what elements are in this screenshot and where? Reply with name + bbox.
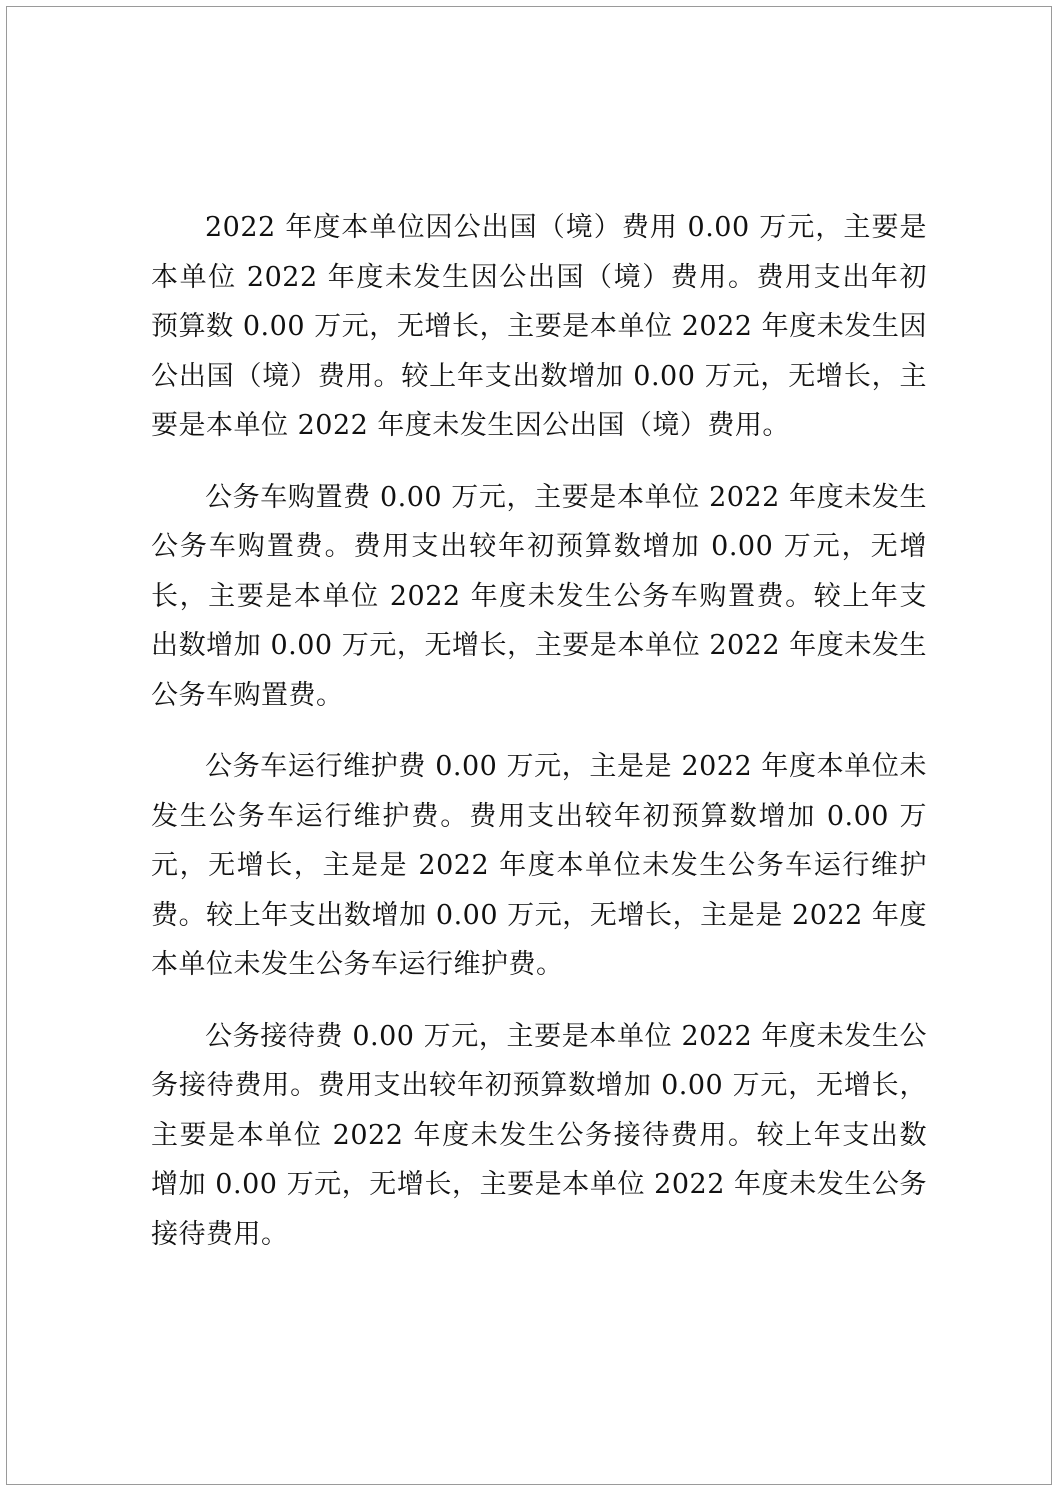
paragraph-reception: 公务接待费 0.00 万元，主要是本单位 2022 年度未发生公务接待费用。费用支出较年初预算数增加 0.00 万元，无增长，主要是本单位 2022 年度未发生公务接待费用。较上年支出数增加 0.00 万元，无增长，主要是本单位 2022 年度未发生公务接待费用。 xyxy=(151,1020,927,1250)
document-page xyxy=(6,6,1052,1485)
paragraph-overseas-travel: 2022 年度本单位因公出国（境）费用 0.00 万元，主要是本单位 2022 年度未发生因公出国（境）费用。费用支出年初预算数 0.00 万元，无增长，主要是本单位 2022 年度未发生因公出国（境）费用。较上年支出数增加 0.00 万元，无增长，主要是本单位 2022 年度未发生因公出国（境）费用。 xyxy=(151,212,927,441)
document-body xyxy=(151,203,927,1281)
paragraph-vehicle-purchase: 公务车购置费 0.00 万元，主要是本单位 2022 年度未发生公务车购置费。费用支出较年初预算数增加 0.00 万元，无增长，主要是本单位 2022 年度未发生公务车购置费。较上年支出数增加 0.00 万元，无增长，主要是本单位 2022 年度未发生公务车购置费。 xyxy=(151,481,927,711)
paragraph-vehicle-maintenance: 公务车运行维护费 0.00 万元，主是是 2022 年度本单位未发生公务车运行维护费。费用支出较年初预算数增加 0.00 万元，无增长，主是是 2022 年度本单位未发生公务车运行维护费。较上年支出数增加 0.00 万元，无增长，主是是 2022 年度本单位未发生公务车运行维护费。 xyxy=(151,751,927,980)
